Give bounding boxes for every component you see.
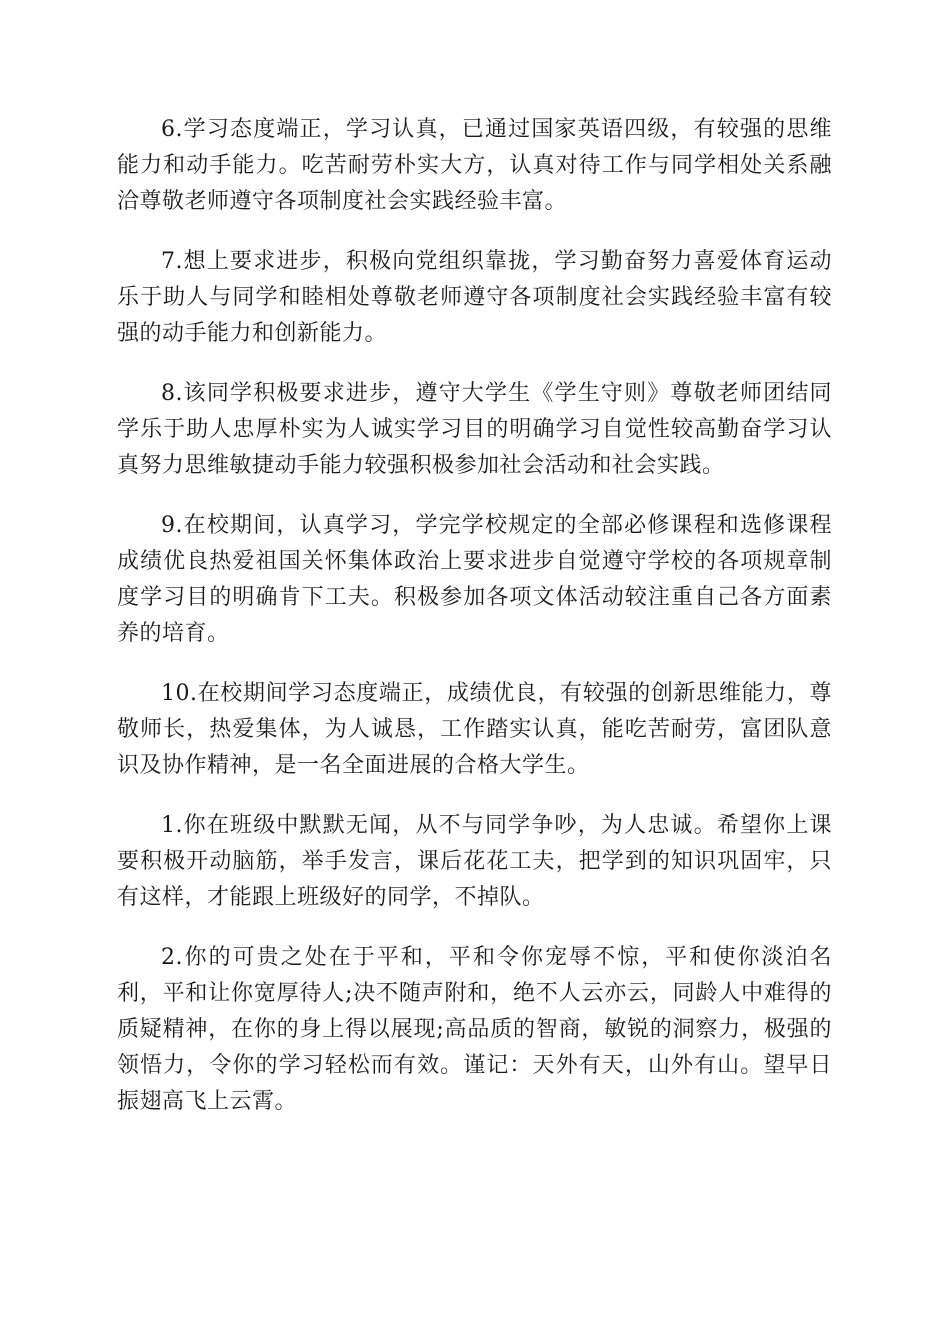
paragraph-6: 6.学习态度端正，学习认真，已通过国家英语四级，有较强的思维能力和动手能力。吃苦耐劳朴实大方，认真对待工作与同学相处关系融洽尊敬老师遵守各项制度社会实践经验丰富。 — [117, 117, 832, 214]
paragraph-10: 10.在校期间学习态度端正，成绩优良，有较强的创新思维能力，尊敬师长，热爱集体，为人诚恳，工作踏实认真，能吃苦耐劳，富团队意识及协作精神，是一名全面进展的合格大学生。 — [117, 681, 832, 778]
document-body — [117, 112, 832, 1144]
paragraph-9: 9.在校期间，认真学习，学完学校规定的全部必修课程和选修课程成绩优良热爱祖国关怀集体政治上要求进步自觉遵守学校的各项规章制度学习目的明确肯下工夫。积极参加各项文体活动较注重自己各方面素养的培育。 — [117, 513, 832, 646]
paragraph-2: 2.你的可贵之处在于平和，平和令你宠辱不惊，平和使你淡泊名利，平和让你宽厚待人;决不随声附和，绝不人云亦云，同龄人中难得的质疑精神，在你的身上得以展现;高品质的智商，敏锐的洞察力，极强的领悟力，令你的学习轻松而有效。谨记：天外有天，山外有山。望早日振翅高飞上云霄。 — [117, 945, 832, 1114]
paragraph-8: 8.该同学积极要求进步，遵守大学生《学生守则》尊敬老师团结同学乐于助人忠厚朴实为人诚实学习目的明确学习自觉性较高勤奋学习认真努力思维敏捷动手能力较强积极参加社会活动和社会实践。 — [117, 381, 832, 478]
paragraph-7: 7.想上要求进步，积极向党组织靠拢，学习勤奋努力喜爱体育运动乐于助人与同学和睦相处尊敬老师遵守各项制度社会实践经验丰富有较强的动手能力和创新能力。 — [117, 249, 832, 346]
paragraph-1: 1.你在班级中默默无闻，从不与同学争吵，为人忠诚。希望你上课要积极开动脑筋，举手发言，课后花花工夫，把学到的知识巩固牢，只有这样，才能跟上班级好的同学，不掉队。 — [117, 813, 832, 910]
